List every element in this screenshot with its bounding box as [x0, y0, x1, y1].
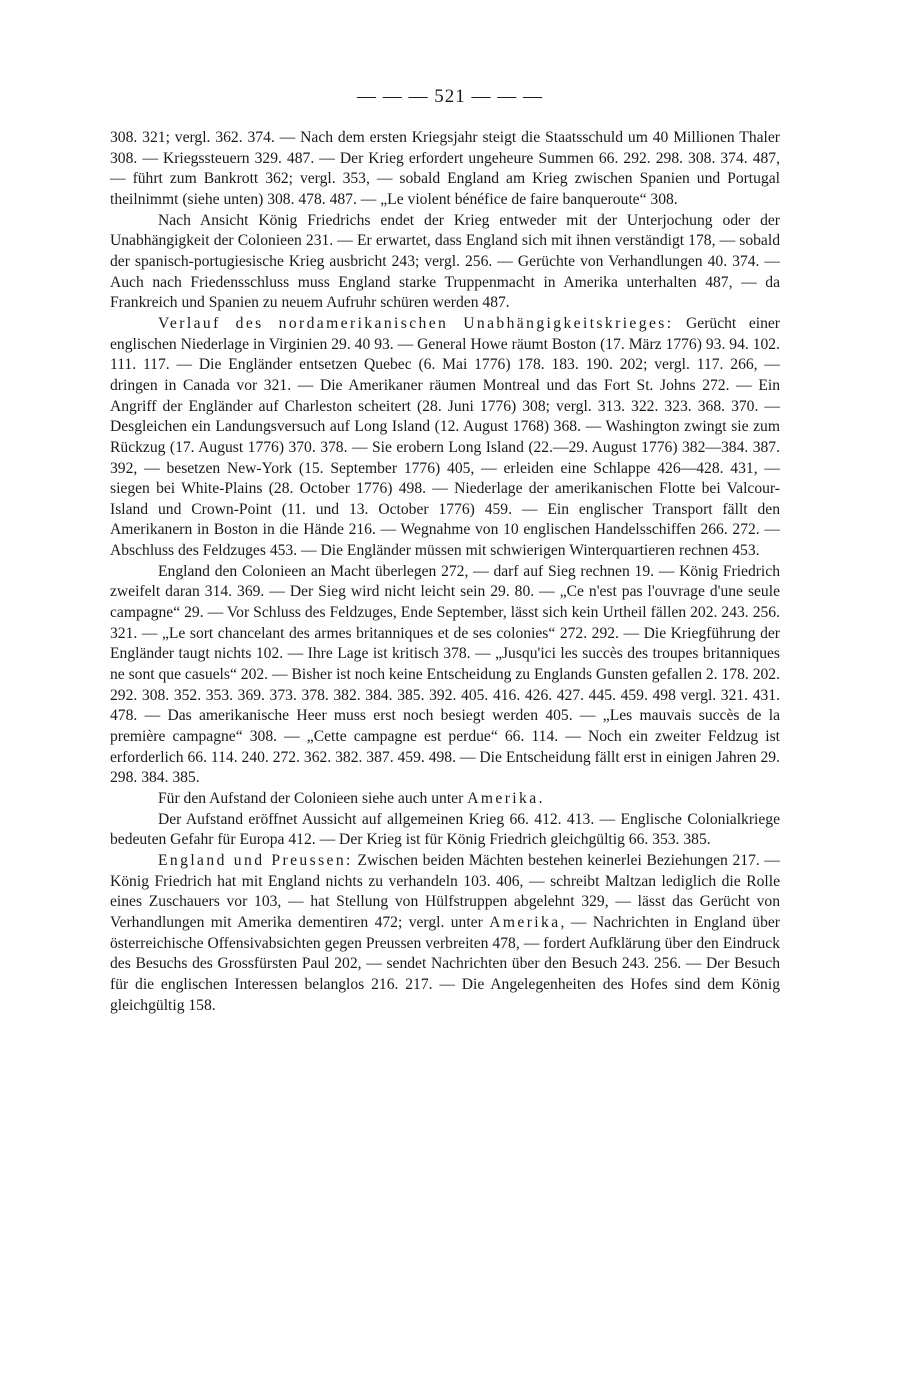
spaced-heading-text: Amerika [489, 913, 561, 931]
spaced-heading-text: Verlauf des nordamerikanischen Unabhängigkeitskrieges: [158, 314, 674, 332]
paragraph-text: Zwischen beiden Mächten bestehen keinerlei Beziehungen 217. — König Friedrich hat mit England nichts zu verhandeln 103. 406, — schreibt Maltzan lediglich die Rolle eines Zuschauers vor 103, — hat Stellung von Hülfstruppen abgelehnt 329, — lässt das Gerücht von Verhandlungen mit Amerika dementiren 472; vergl. unter [110, 851, 780, 931]
paragraph-text: Für den Aufstand der Colonieen siehe auch unter [158, 790, 468, 807]
index-text [110, 128, 780, 1016]
index-paragraph [110, 789, 780, 810]
page-number: — — — 521 — — — [357, 86, 543, 107]
index-paragraph [110, 562, 780, 789]
index-paragraph [110, 128, 780, 211]
index-paragraph [110, 314, 780, 562]
index-paragraph [110, 851, 780, 1016]
paragraph-text: , — Nachrichten in England über österreichische Offensivabsichten gegen Preussen verbreiten 478, — fordert Aufklärung über den Eindruck des Besuchs des Grossfürsten Paul 202, — sendet Nachrichten über den Besuch 243. 256. — Der Besuch für die englischen Interessen belanglos 216. 217. — Die Angelegenheiten des Hofes sind dem König gleichgültig 158. [110, 913, 780, 1014]
paragraph-text: Der Aufstand eröffnet Aussicht auf allgemeinen Krieg 66. 412. 413. — Englische Colonialkriege bedeuten Gefahr für Europa 412. — Der Krieg ist für König Friedrich gleichgültig 66. 353. 385. [110, 810, 780, 849]
paragraph-text: Gerücht einer englischen Niederlage in Virginien 29. 40 93. — General Howe räumt Boston (17. März 1776) 93. 94. 102. 111. 117. — Die Engländer entsetzen Quebec (6. Mai 1776) 178. 183. 190. 202; vergl. 117. 266, — dringen in Canada vor 321. — Die Amerikaner räumen Montreal und das Fort St. Johns 272. — Ein Angriff der Engländer auf Charleston scheitert (28. Juni 1776) 308; vergl. 313. 322. 323. 368. 370. — Desgleichen ein Landungsversuch auf Long Island (12. August 1768) 368. — Washington zwingt sie zum Rückzug (17. August 1776) 370. 378. — Sie erobern Long Island (22.—29. August 1776) 382—384. 387. 392, — besetzen New-York (15. September 1776) 405, — erleiden eine Schlappe 426—428. 431, — siegen bei White-Plains (28. October 1776) 498. — Niederlage der amerikanischen Flotte bei Valcour-Island und Crown-Point (11. und 13. October 1776) 459. — Ein englischer Transport fällt den Amerikanern in Boston in die Hände 216. — Wegnahme von 10 englischen Handelsschiffen 266. 272. — Abschluss des Feldzuges 453. — Die Engländer müssen mit schwierigen Winterquartieren rechnen 453. [110, 314, 781, 560]
index-paragraph [110, 211, 780, 314]
paragraph-text: England den Colonieen an Macht überlegen 272, — darf auf Sieg rechnen 19. — König Friedrich zweifelt daran 314. 369. — Der Sieg wird nicht leicht sein 29. 80. — „Ce n'est pas l'ouvrage d'une seule campagne“ 29. — Vor Schluss des Feldzuges, Ende September, lässt sich kein Urtheil fällen 202. 243. 256. 321. — „Le sort chancelant des armes britanniques et de ses colonies“ 272. 292. — Die Kriegführung der Engländer taugt nichts 102. — Ihre Lage ist kritisch 378. — „Jusqu'ici les succès des troupes britanniques ne sont que casuels“ 202. — Bisher ist noch keine Entscheidung zu Englands Gunsten gefallen 2. 178. 202. 292. 308. 352. 353. 369. 373. 378. 382. 384. 385. 392. 405. 416. 426. 427. 445. 459. 498 vergl. 321. 431. 478. — Das amerikanische Heer muss erst noch besiegt werden 405. — „Les mauvais succès de la première campagne“ 308. — „Cette campagne est perdue“ 66. 114. — Noch ein zweiter Feldzug ist erforderlich 66. 114. 240. 272. 362. 382. 387. 459. 498. — Die Entscheidung fällt erst in einigen Jahren 29. 298. 384. 385. [110, 562, 780, 787]
paragraph-text: Nach Ansicht König Friedrichs endet der Krieg entweder mit der Unterjochung oder der Unabhängigkeit der Colonieen 231. — Er erwartet, dass England sich mit ihnen verständigt 178, — sobald der spanisch-portugiesische Krieg ausbricht 243; vergl. 256. — Gerüchte von Verhandlungen 40. 374. — Auch nach Friedensschluss muss England starke Truppenmacht in Amerika unterhalten 487, — da Frankreich und Spanien zu neuem Aufruhr schüren werden 487. [110, 211, 780, 312]
spaced-heading-text: England und Preussen: [158, 851, 353, 869]
paragraph-text: 308. 321; vergl. 362. 374. — Nach dem ersten Kriegsjahr steigt die Staatsschuld um 40 Millionen Thaler 308. — Kriegssteuern 329. 487. — Der Krieg erfordert ungeheure Summen 66. 292. 298. 308. 374. 487, — führt zum Bankrott 362; vergl. 353, — sobald England am Krieg zwischen Spanien und Portugal theilnimmt (siehe unten) 308. 478. 487. — „Le violent bénéfice de faire banqueroute“ 308. [110, 129, 780, 208]
paragraph-text: . [538, 790, 543, 807]
index-paragraph [110, 810, 780, 851]
spaced-heading-text: Amerika [467, 790, 539, 807]
